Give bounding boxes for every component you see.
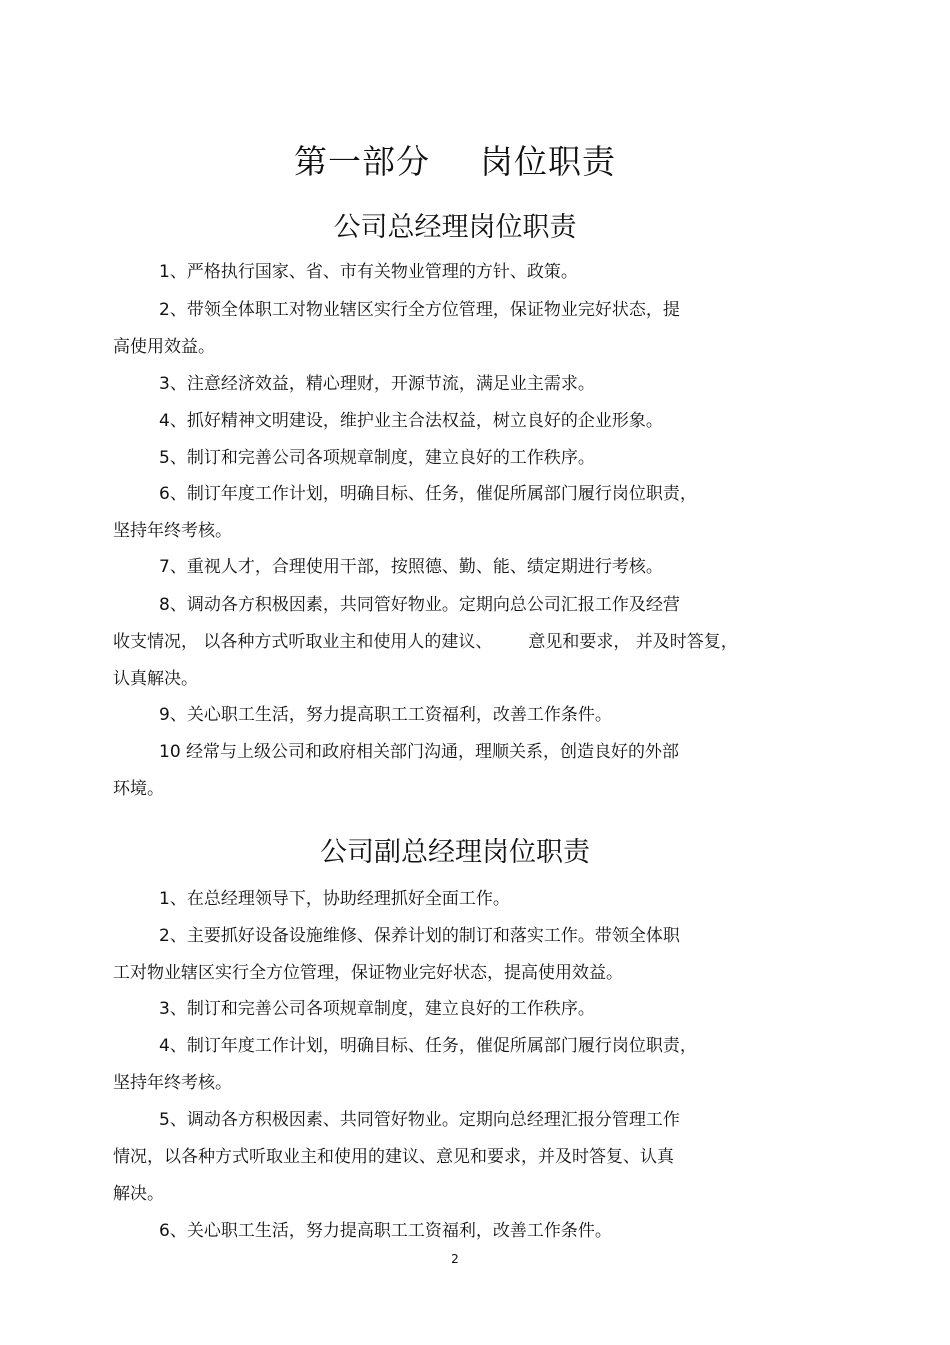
part-title-text: 岗位职责 [480,142,616,181]
list-item: 1、在总经理领导下，协助经理抓好全面工作。 [159,889,510,909]
part-title-number: 第一部分 [294,142,430,181]
list-item: 8、调动各方积极因素，共同管好物业。定期向总公司汇报工作及经营 收支情况， 以各种方式听取业主和使用人的建议、 意见和要求， 并及时答复， 认真解决。 [113,595,738,689]
list-item: 6、关心职工生活，努力提高职工工资福利，改善工作条件。 [159,1221,612,1241]
list-item: 1、严格执行国家、省、市有关物业管理的方针、政策。 [159,262,578,282]
list-item: 6、制订年度工作计划，明确目标、任务，催促所属部门履行岗位职责， 坚持年终考核。 [113,484,697,541]
list-item: 3、制订和完善公司各项规章制度，建立良好的工作秩序。 [159,999,595,1019]
list-item: 4、抓好精神文明建设，维护业主合法权益，树立良好的企业形象。 [159,411,663,431]
list-item: 2、带领全体职工对物业辖区实行全方位管理，保证物业完好状态，提 高使用效益。 [113,300,680,357]
list-item: 4、制订年度工作计划，明确目标、任务，催促所属部门履行岗位职责， 坚持年终考核。 [113,1036,697,1093]
list-item: 2、主要抓好设备设施维修、保养计划的制订和落实工作。带领全体职 工对物业辖区实行全方位管理，保证物业完好状态，提高使用效益。 [113,926,680,983]
page-number: 2 [451,1252,459,1266]
list-item: 3、注意经济效益，精心理财，开源节流，满足业主需求。 [159,374,595,394]
part-title [0,136,910,183]
section-title-general-manager: 公司总经理岗位职责 [333,212,577,243]
list-item: 10 经常与上级公司和政府相关部门沟通，理顺关系，创造良好的外部 环境。 [113,742,680,799]
list-item: 7、重视人才，合理使用干部，按照德、勤、能、绩定期进行考核。 [159,557,663,577]
list-item: 5、制订和完善公司各项规章制度，建立良好的工作秩序。 [159,448,595,468]
section-title-deputy-general-manager: 公司副总经理岗位职责 [320,837,590,868]
list-item: 5、调动各方积极因素、共同管好物业。定期向总经理汇报分管理工作 情况，以各种方式听取业主和使用的建议、意见和要求，并及时答复、认真 解决。 [113,1110,680,1204]
list-item: 9、关心职工生活，努力提高职工工资福利，改善工作条件。 [159,705,612,725]
